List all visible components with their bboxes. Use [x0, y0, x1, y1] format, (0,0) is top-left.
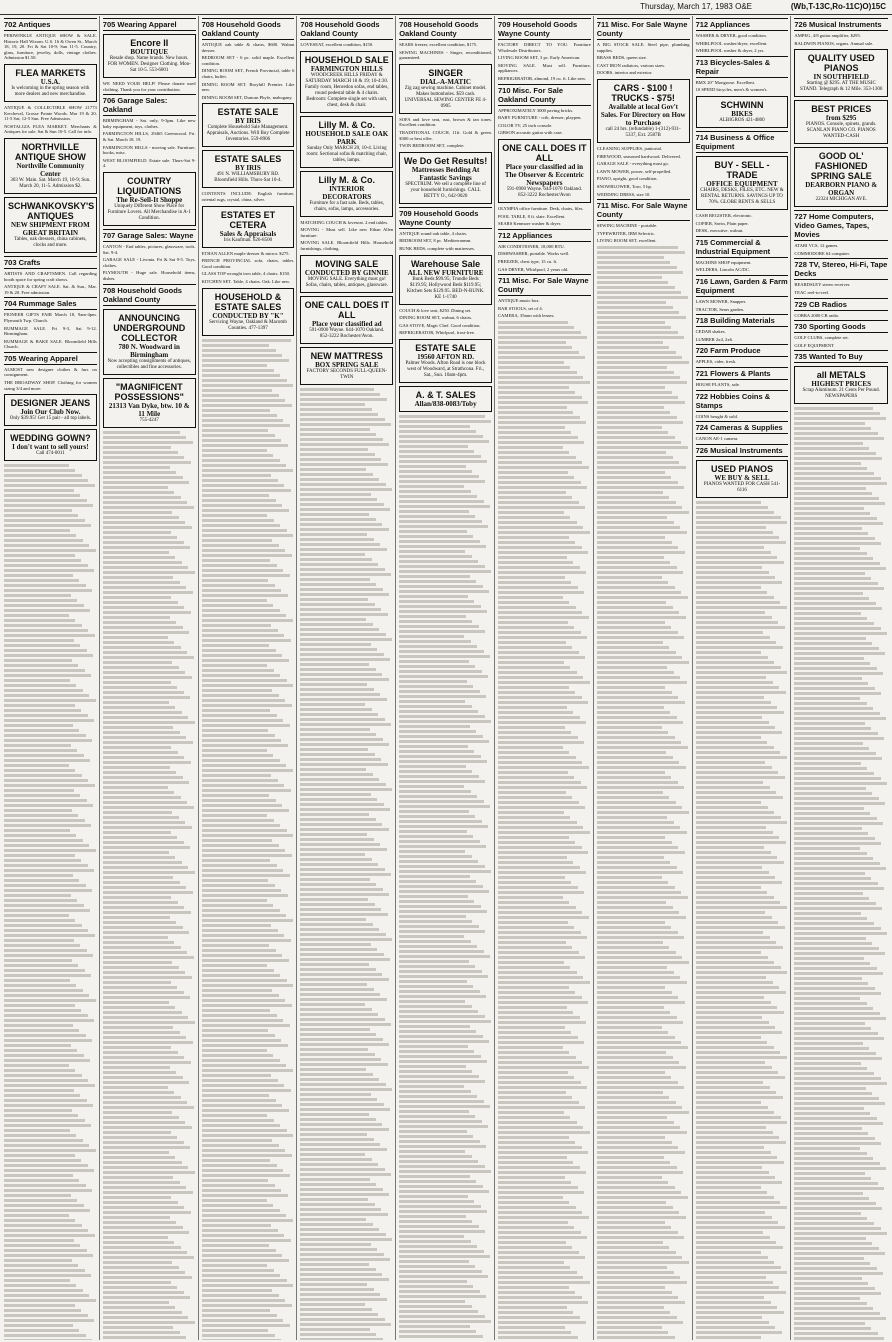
- classified-ad: FACTORY DIRECT TO YOU. Furniture Wholesale Distributors.: [497, 42, 591, 53]
- classified-ad: CLEANING SUPPLIES, janitorial.: [596, 145, 663, 151]
- display-ad-title: all METALS: [816, 370, 866, 381]
- display-ad-title: ESTATE SALES: [214, 154, 282, 165]
- fine-print-texture: [4, 464, 97, 1340]
- display-ad-subtitle: DEARBORN PIANO & ORGAN: [805, 181, 878, 198]
- display-ad-text: 22324 MICHIGAN AVE.: [815, 197, 867, 203]
- classified-ad: ANTIQUE & CRAFT SALE. Sat. & Sun., Mar. 19 & 20. Free admission.: [4, 284, 97, 295]
- section-heading: 711 Misc. For Sale Wayne County: [498, 274, 591, 296]
- display-ad: [4, 429, 97, 461]
- display-ad-text: SPECTRUM. We sell a complete line of your household furnishings. CALL BETTY O., 642-9020: [405, 181, 486, 199]
- classified-ad: KITCHEN SET. Table, 4 chairs. Oak. Like new.: [201, 278, 291, 284]
- display-ad-title: SINGER: [428, 67, 463, 78]
- section-heading: 720 Farm Produce: [696, 344, 789, 357]
- section-heading: 705 Wearing Apparel: [4, 352, 97, 365]
- display-ad: [202, 206, 295, 248]
- display-ad-title: We Do Get Results!: [403, 155, 488, 166]
- display-ad-title: ESTATE SALE: [217, 107, 279, 118]
- classified-ad: MOVING - Must sell. Like new Ethan Allen furniture.: [300, 227, 394, 238]
- classified-ad: WASHER & DRYER, good condition.: [695, 33, 767, 38]
- section-heading: 726 Musical Instruments: [794, 18, 888, 31]
- display-ad-subtitle: Place your classified ad: [311, 319, 382, 328]
- display-ad-title: FLEA MARKETS: [15, 67, 86, 78]
- classified-ad: AMPEG, 4/8 guitar amplifier, $295.: [794, 33, 861, 38]
- classified-ad: MATCHING COUCH & loveseat. 2 end tables.: [300, 219, 389, 225]
- display-ad: [103, 172, 196, 226]
- classified-ad: RUMMAGE SALE. Fri 9-3, Sat 9-12. Birmingham.: [4, 325, 97, 337]
- display-ad-subtitle: Mattresses Bedding At Fantastic Savings: [411, 165, 480, 182]
- display-ad-title: "MAGNIFICENT POSSESSIONS": [114, 381, 184, 402]
- display-ad-title: SCHWINN: [720, 99, 764, 110]
- classified-ad: GOLF CLUBS, complete set.: [794, 335, 849, 341]
- display-ad-subtitle: BOX SPRING SALE: [315, 360, 379, 369]
- classified-ad: CEDAR shakes.: [695, 329, 726, 335]
- display-ad-subtitle: DIAL-A-MATIC: [420, 77, 471, 86]
- display-ad: [300, 255, 393, 293]
- display-ad-text: FACTORY SECONDS FULL-QUEEN-TWIN: [306, 368, 388, 380]
- classified-ad: HOUSE PLANTS, sale.: [695, 381, 740, 387]
- display-ad: [300, 296, 393, 344]
- display-ad-title: BEST PRICES: [811, 104, 872, 115]
- display-ad: [597, 79, 690, 143]
- display-ad: [103, 378, 196, 428]
- section-heading: 714 Business & Office Equipment: [696, 131, 789, 153]
- classified-ad: DINING ROOM SET, French Provincial, table 6 chairs, buffet.: [201, 68, 295, 79]
- classified-ad: LIVING ROOM SET, 3 pc. Early American.: [497, 55, 581, 61]
- display-ad-text: Now accepting consignments of antiques, collectibles and fine accessories.: [107, 358, 191, 370]
- classified-ad: GARAGE SALE - Livonia. Fri & Sat 9-5. Toys, clothes.: [102, 257, 196, 268]
- display-ad-title: ANNOUNCING UNDERGROUND COLLECTOR: [113, 312, 186, 343]
- classified-ad: DINING ROOM SET, walnut, 6 chairs.: [399, 315, 473, 321]
- classified-ad: TRACTOR, Sears garden.: [695, 306, 744, 312]
- section-heading: 712 Appliances: [498, 229, 591, 242]
- display-ad-text: Bunk Beds $99.95; Trundle Beds $119.95; Hollywood Beds $119.95; Kitchen Sets $129.95. BED-N-BUNK. KE 1-1740: [406, 276, 485, 300]
- classified-ad: CANON AE-1 camera.: [695, 436, 739, 442]
- display-ad-subtitle: BOUTIQUE: [130, 48, 169, 56]
- classified-ad: CAST IRON radiators, various sizes.: [596, 62, 666, 68]
- classified-ad: BABY FURNITURE - crib, dresser, playpen.: [497, 115, 582, 121]
- classified-ad: SOFA and love seat, rust, brown & tan tones. Excellent condition.: [399, 116, 492, 128]
- classified-ad: APPLES, cider, fresh.: [695, 359, 737, 365]
- classified-ad: DISHWASHER, portable. Works well.: [497, 251, 570, 257]
- section-heading: 712 Appliances: [696, 18, 789, 31]
- classified-ad: REFRIGERATOR, almond, 19 cu. ft. Like new.: [497, 75, 587, 81]
- display-ad-title: ESTATE SALE: [415, 342, 476, 353]
- display-ad-text: Sunday Only MARCH 20, 10-4. Living room: Sectional sofas & matching chair, tables, lamps.: [306, 145, 388, 163]
- classified-ad: AIR CONDITIONER, 18,000 BTU.: [497, 243, 565, 249]
- display-ad-title: HOUSEHOLD & ESTATE SALES: [214, 291, 282, 312]
- classified-ad: GARAGE SALE - everything must go.: [596, 161, 669, 167]
- section-heading: 716 Lawn, Garden & Farm Equipment: [695, 276, 788, 295]
- display-ad-subtitle: Join Our Club Now.: [20, 408, 81, 417]
- display-ad-text: 755-4247: [139, 417, 159, 423]
- section-heading: 713 Bicycles-Sales & Repair: [696, 56, 789, 78]
- display-ad: [202, 288, 295, 336]
- classified-ad: FREEZER, chest type, 15 cu. ft.: [497, 258, 558, 264]
- classified-ad: WE NEED YOUR HELP! Please donate used clothing. Thank you for your contribution.: [102, 81, 196, 92]
- display-ad-subtitle: HOUSEHOLD SALE OAK PARK: [305, 129, 389, 146]
- classified-ad: POOL TABLE, 8 ft. slate. Excellent.: [497, 213, 566, 219]
- display-ad-title: Lilly M. & Co.: [318, 119, 376, 130]
- display-ad-subtitle: CONDUCTED BY GINNIE: [304, 268, 389, 277]
- display-ad-title: CARS - $100 ! TRUCKS - $75!: [611, 82, 675, 103]
- display-ad-subtitle: Sales & Appraisals: [219, 229, 277, 238]
- classified-ad: RUMMAGE & BAKE SALE. Bloomfield Hills Church.: [4, 338, 97, 350]
- display-ad-text: Is welcoming in the spring season with more dealers and new merchandise.: [11, 85, 90, 97]
- classified-ad: ARTISTS AND CRAFTSMEN. Call regarding booth space for spring craft shows.: [4, 270, 97, 282]
- display-ad: [399, 339, 492, 383]
- display-ad-text: Tables, oak dressers, china cabinets, clocks and more.: [14, 236, 87, 248]
- display-ad-title: SCHWANKOVSKY'S ANTIQUES: [8, 200, 95, 221]
- display-ad-subtitle: BY IRIS: [235, 117, 261, 126]
- display-ad-title: Lilly M. & Co.: [318, 174, 376, 185]
- display-ad: [202, 150, 295, 188]
- display-ad: [4, 197, 97, 253]
- display-ad-subtitle: Allan/838-0083/Toby: [414, 399, 477, 408]
- classified-ad: PIANO, upright, good condition.: [596, 176, 658, 182]
- display-ad-text: Call 474-0011: [36, 451, 65, 457]
- display-ad: [794, 366, 888, 404]
- classified-ad: GAS DRYER, Whirlpool, 2 years old.: [497, 266, 569, 272]
- classified-ad: ANTIQUE round oak table, 4 chairs.: [399, 230, 468, 236]
- fine-print-texture: [399, 415, 492, 1340]
- display-ad-title: BUY - SELL - TRADE: [714, 159, 770, 180]
- classified-ad: GOLF EQUIPMENT: [794, 342, 835, 348]
- classified-ad: ANTIQUE & COLLECTIBLE SHOW 21773 Kercheval, Grosse Pointe Woods. Mar 19 & 20, 11-5 Sat; 12-5 Sun. Free Admission.: [4, 104, 97, 122]
- display-ad-text: MOVING SALE. Everything must go! Sofas, chairs, tables, antiques, glassware.: [305, 276, 388, 288]
- display-ad: [794, 100, 888, 144]
- display-ad-text: Complete Household Sale Management. Appraisals, Auctions. Will Buy Complete Inventories. 559-8906: [206, 125, 290, 143]
- display-ad-text: 591-0900 Wayne. 644-1070 Oakland. 852-3222 Rochester/Avon.: [309, 327, 385, 339]
- display-ad-title: GOOD OL' FASHIONED SPRING SALE: [810, 151, 872, 182]
- classified-ad: WHIRLPOOL washer & dryer, 2 yrs.: [695, 48, 765, 54]
- section-heading: 729 CB Radios: [794, 298, 888, 311]
- display-ad-subtitle: NEW SHIPMENT FROM GREAT BRITAIN: [11, 220, 90, 237]
- display-ad-subtitle: Available at local Gov't Sales. For Directory on How to Purchase: [600, 102, 686, 127]
- display-ad-subtitle: U.S.A.: [40, 77, 61, 86]
- classified-ad: FARMINGTON HILLS - moving sale. Furniture, books, misc.: [102, 144, 196, 156]
- classified-ad: SNOWBLOWER, Toro, 5 hp.: [596, 183, 653, 189]
- classified-ad: ATARI VCS, 12 games.: [794, 243, 839, 249]
- classified-ad: SEARS freezer, excellent condition, $175.: [399, 42, 478, 47]
- classified-ad: COLOR TV, 25 inch console.: [497, 122, 553, 128]
- display-ad-subtitle: BIKES: [731, 109, 753, 118]
- section-heading: 718 Building Materials: [696, 314, 789, 327]
- classified-ad: COMMODORE 64 computer.: [794, 250, 850, 256]
- classified-ad: COUCH & love seat, $250. Dining set.: [399, 307, 472, 313]
- section-heading: 711 Misc. For Sale Wayne County: [597, 199, 690, 221]
- section-heading: 730 Sporting Goods: [794, 320, 888, 333]
- display-ad-title: Warehouse Sale: [410, 258, 481, 269]
- classified-ad: PERIWINKLE ANTIQUE SHOW & SALE. Historic Hall Wixom. U.S. 16 & Owen St., March 18, 19, 20. Fri & Sat 10-9; Sun 11-5. Country, glass, furniture, jewelry, dolls, vintage clothes. Admission $1.50.: [4, 33, 97, 61]
- display-ad-subtitle: BY IRIS: [235, 164, 261, 173]
- display-ad-subtitle: 780 N. Woodward in Birmingham: [118, 342, 180, 359]
- classified-ad: CAMERA, 35mm with lenses.: [497, 313, 555, 319]
- fine-print-texture: [498, 321, 591, 1340]
- section-heading: 735 Wanted To Buy: [794, 350, 888, 363]
- display-ad: [103, 309, 196, 375]
- section-heading: 715 Commercial & Industrial Equipment: [696, 236, 789, 258]
- classified-ad: WELDERS, Lincoln AC/DC.: [695, 267, 750, 273]
- classified-ad: TRADITIONAL COUCH, 11ft. Gold & green. $300 or best offer.: [399, 129, 492, 141]
- classified-ad: CONTENTS INCLUDE: English furniture, oriental rugs, crystal, china, silver.: [201, 191, 295, 202]
- section-heading: 722 Hobbies Coins & Stamps: [696, 390, 789, 412]
- display-ad: [399, 386, 492, 412]
- display-ad-text: Resale shop. Name brands. New hours. FOR WOMEN. Designer Clothing. Mon-Sat 10-5. 553-6001: [107, 56, 191, 73]
- fine-print-texture: [794, 407, 888, 1340]
- section-heading: 726 Musical Instruments: [696, 444, 789, 457]
- display-ad-title: ESTATES ET CETERA: [220, 209, 276, 230]
- display-ad-text: WOODCREEK HILLS FRIDAY & SATURDAY MARCH 18 & 19; 10-4:30. Family room, Henredon sofas, end tables, round pedestal table & 4 chairs. Bedroom: Complete single set with unit, chest, desk & chair.: [304, 72, 389, 108]
- classified-ad: OLYMPIA office furniture. Desk, chairs, files.: [497, 205, 584, 211]
- classified-ad: COPIER, Savin, Plain paper.: [695, 220, 749, 226]
- section-heading: 708 Household Goods Oakland County: [202, 18, 295, 40]
- display-ad-subtitle: CONDUCTED BY "K": [212, 311, 284, 320]
- display-ad-title: NEW MATTRESS: [310, 350, 383, 361]
- section-heading: 727 Home Computers, Video Games, Tapes, Movies: [794, 210, 888, 241]
- display-ad-text: Furniture for a fast sale. Beds, tables, chairs, sofas, lamps, accessories.: [309, 200, 385, 212]
- display-ad-subtitle: 21313 Van Dyke, btw. 10 & 11 Mile: [108, 401, 190, 418]
- classified-ad: LAWN MOWER, power, self-propelled.: [596, 168, 672, 174]
- classified-ad: FRENCH PROVINCIAL sofa, chairs, tables. Good condition.: [201, 258, 295, 269]
- classified-ad: BAR STOOLS, set of 4.: [497, 305, 543, 311]
- classified-ad: ETHAN ALLEN maple dresser & mirror. $275.: [201, 250, 290, 256]
- classified-ad: FIREWOOD, seasoned hardwood. Delivered.: [596, 153, 681, 159]
- classified-ad: BIRMINGHAM - Sat. only, 9-3pm. Like new baby equipment, toys, clothes.: [102, 118, 196, 129]
- classified-ad: BALDWIN PIANOS, organs. Annual sale.: [794, 40, 874, 46]
- fine-print-texture: [103, 431, 196, 1341]
- classified-ad: TYPEWRITER, IBM Selectric.: [596, 230, 656, 236]
- display-ad-subtitle: HIGHEST PRICES: [811, 380, 871, 389]
- classified-ad: APPROXIMATELY 3000 paving bricks.: [497, 107, 574, 113]
- classified-ad: ALMOST new designer clothes & furs on consignment.: [4, 366, 97, 378]
- classified-ad: CASH REGISTER, electronic.: [695, 212, 753, 218]
- display-ad-subtitle: INTERIOR DECORATORS: [322, 184, 372, 201]
- classified-column: [694, 16, 792, 1340]
- section-heading: 707 Garage Sales: Wayne: [103, 229, 196, 242]
- display-ad: [4, 64, 97, 102]
- display-ad: [696, 460, 789, 498]
- classified-ad: DINING ROOM SET. Broyhill Premier. Like new.: [201, 81, 295, 93]
- display-ad: [202, 103, 295, 147]
- display-ad-title: NORTHVILLE ANTIQUE SHOW: [14, 141, 86, 162]
- classified-column: [496, 16, 594, 1340]
- classified-ad: DOORS, interior and exterior.: [596, 70, 653, 76]
- classified-ad: PLYMOUTH - Huge sale. Household items, dishes.: [102, 270, 196, 281]
- fine-print-texture: [597, 246, 690, 1340]
- display-ad-subtitle: The Re-Sell-It Shoppe: [116, 195, 183, 204]
- masthead-code: (Wb,T-13C,Ro-11C)O)15C: [790, 2, 886, 11]
- display-ad-text: Palmer Woods. Afton Road is one block west of Woodward, at Strathcona. Fri., Sat., Sun. 10am-4pm.: [405, 360, 486, 378]
- classified-ad: BUNK BEDS, complete with mattresses.: [399, 245, 475, 251]
- display-ad-title: DESIGNER JEANS: [10, 398, 91, 409]
- display-ad-title: ONE CALL DOES IT ALL: [502, 142, 587, 163]
- classified-ad: SEWING MACHINES - Singer, reconditioned, guaranteed.: [399, 49, 492, 61]
- classified-ad: BEDROOM SET - 6 pc. solid maple. Excellent condition.: [201, 55, 295, 66]
- display-ad-subtitle: 19560 AFTON RD.: [417, 352, 475, 361]
- classified-column: [397, 16, 495, 1340]
- section-heading: 706 Garage Sales: Oakland: [103, 94, 196, 116]
- display-ad: [498, 139, 591, 203]
- classified-column: [792, 16, 890, 1340]
- display-ad-title: Encore II: [130, 38, 169, 48]
- display-ad: [300, 347, 393, 385]
- classified-ad: WHIRLPOOL washer/dryer, excellent.: [695, 40, 768, 46]
- display-ad-text: 491 N. WILLIAMSBURY RD. Bloomfield Hills. Thurs-Sat 10-4.: [214, 172, 282, 184]
- display-ad-title: ONE CALL DOES IT ALL: [304, 299, 389, 320]
- classified-ad: SEWING MACHINE - portable.: [596, 223, 658, 229]
- classified-ad: GLASS TOP wrought iron table, 4 chairs. $150.: [201, 271, 291, 277]
- classified-ad: LOVESEAT, excellent condition, $150.: [300, 42, 374, 47]
- classified-ad: TEAC reel-to-reel.: [794, 289, 830, 295]
- display-ad: [103, 34, 196, 78]
- display-ad-text: Only $39.95! Get 15 pair - all top labels.: [9, 416, 92, 422]
- classified-ad: 10 SPEED bicycles, men's & women's.: [695, 87, 768, 93]
- classified-ad: MOVING SALE. Bloomfield Hills. Household furnishings, clothing.: [300, 240, 394, 251]
- display-ad-text: Servicing Wayne, Oakland & Macomb Counties. 477-1397: [209, 319, 287, 331]
- display-ad: [300, 116, 393, 168]
- display-ad-subtitle: WE BUY & SELL: [714, 473, 770, 482]
- fine-print-texture: [696, 501, 789, 1340]
- display-ad: [4, 394, 97, 426]
- classified-ad: CANTON - End tables, pictures, glassware, tools. Sat. 9-4.: [102, 243, 196, 255]
- classified-ad: SEARS Kenmore washer & dryer.: [497, 221, 562, 227]
- classified-column: [2, 16, 100, 1340]
- display-ad-text: PIANOS. Console, spinets, grands. SCANLAN PIANO CO. PIANOS WANTED-CASH: [806, 122, 877, 140]
- classified-ad: FARMINGTON HILLS, 29465 Greenwood. Fri. & Sat. March 18, 19.: [102, 131, 196, 142]
- display-ad: [300, 171, 393, 217]
- section-heading: 708 Household Goods Oakland County: [399, 18, 492, 40]
- classified-ad: COINS bought & sold.: [695, 413, 738, 419]
- classified-ad: NOSTALGIA FLEA MARKET. Merchants & Antiques for sale. Sat & Sun 10-5. Call for info.: [4, 123, 97, 135]
- classified-column: [101, 16, 199, 1340]
- display-ad-title: USED PIANOS: [710, 463, 773, 474]
- display-ad-subtitle: ALL NEW FURNITURE: [407, 268, 484, 277]
- display-ad-subtitle: Place your classified ad in The Observer & Eccentric Newspapers: [504, 162, 584, 187]
- classified-ad: ANTIQUE music box.: [497, 298, 540, 304]
- classified-ad: WEST BLOOMFIELD. Estate sale. Thurs-Sat 9-4.: [102, 157, 196, 169]
- display-ad-title: WEDDING GOWN?: [10, 433, 91, 444]
- classified-ad: MACHINE SHOP equipment.: [695, 259, 752, 265]
- classified-ad: DINING ROOM SET, Duncan Phyfe, mahogany.: [201, 94, 293, 100]
- section-heading: 728 TV, Stereo, Hi-Fi, Tape Decks: [794, 260, 888, 279]
- display-ad-title: COUNTRY LIQUIDATIONS: [117, 175, 182, 196]
- classified-ad: PIONEER GIFTS FAIR March 18, 9am-4pm. Plymouth Twp. Church.: [4, 312, 97, 323]
- display-ad: [4, 138, 97, 194]
- section-heading: 705 Wearing Apparel: [103, 18, 196, 31]
- classified-ad: BMX 20" Mongoose. Excellent.: [695, 79, 755, 85]
- display-ad: [794, 49, 888, 97]
- classified-ad: BEDROOM SET, 8 pc. Mediterranean.: [399, 238, 472, 244]
- fine-print-texture: [300, 388, 393, 1340]
- display-ad: [399, 64, 492, 114]
- display-ad-text: CHAIRS, DESKS, FILES, ETC. NEW & RENTAL RETURNS. SAVINGS UP TO 70%. GLOBE RENTS & SELLS: [700, 187, 784, 205]
- fine-print-texture: [202, 339, 295, 1341]
- display-ad-subtitle: Northville Community Center: [16, 161, 85, 178]
- display-ad: [696, 156, 789, 210]
- classified-ad: A BIG STOCK SALE. Steel pipe, plumbing supplies.: [596, 42, 690, 53]
- display-ad-text: PIANOS WANTED FOR CASH 541-6116: [703, 481, 781, 493]
- display-ad-text: Uniquely Different Show Place for Furniture Lovers. All Merchandise in A-1 Condition.: [107, 203, 191, 221]
- classified-column: [200, 16, 298, 1340]
- display-ad-subtitle: from $295: [826, 114, 857, 123]
- display-ad-text: ALBIGROS 421-4800: [719, 117, 765, 123]
- display-ad-text: Zig zag sewing machine. Cabinet model. Makes buttonholes. $59 cash. UNIVERSAL SEWING CENTER FE 4-0905: [404, 85, 487, 109]
- display-ad-subtitle: IN SOUTHFIELD: [813, 73, 869, 82]
- classified-ad: BEARDSLEY stereo receiver.: [794, 282, 851, 288]
- display-ad-title: HOUSEHOLD SALE: [304, 54, 389, 65]
- display-ad: [794, 147, 888, 207]
- classified-ad: LAWN MOWER, Snapper.: [695, 298, 746, 304]
- classified-ad: LUMBER 2x4, 2x6.: [695, 336, 734, 342]
- classified-ad: BRASS BEDS, queen size.: [596, 55, 647, 61]
- display-ad: [399, 152, 492, 204]
- display-ad-title: MOVING SALE: [315, 258, 379, 269]
- display-ad-title: A. & T. SALES: [415, 389, 476, 400]
- section-heading: 708 Household Goods Oakland County: [103, 284, 196, 306]
- display-ad-text: 303 W. Main. Sat. March 19, 10-9; Sun. March 20, 11-5. Admission $2.: [10, 177, 91, 189]
- masthead: [0, 0, 892, 15]
- display-ad: [399, 255, 492, 305]
- display-ad-text: Iris Kaufman. 626-8500: [223, 237, 273, 243]
- classified-ad: THE BROADWAY SHOP. Clothing for women sizing 3/4 and more.: [4, 380, 97, 391]
- classified-ad: ANTIQUE oak table & chairs, $600. Walnut dresser.: [201, 42, 295, 53]
- classified-column: [298, 16, 396, 1340]
- classified-ad: DESK, executive, walnut.: [695, 228, 744, 234]
- classified-columns: [2, 16, 890, 1340]
- display-ad-text: Scrap Aluminum. 21 Cents Per Pound. NEWSPAPERS: [802, 388, 880, 400]
- display-ad-subtitle: I don't want to sell yours!: [12, 443, 89, 452]
- display-ad: [696, 96, 789, 128]
- classified-ad: COBRA 2000 CB radio.: [794, 312, 840, 318]
- classified-ad: MOVING SALE. Must sell. Furniture, appliances.: [497, 62, 591, 74]
- classified-ad: WEDDING DRESS, size 10.: [596, 191, 651, 197]
- section-heading: 703 Crafts: [4, 256, 97, 269]
- section-heading: 702 Antiques: [4, 18, 97, 31]
- section-heading: 724 Cameras & Supplies: [696, 421, 789, 434]
- classified-ad: REFRIGERATOR, Whirlpool, frost-free.: [399, 330, 475, 336]
- classified-ad: LIVING ROOM SET, excellent.: [596, 238, 657, 244]
- section-heading: 711 Misc. For Sale Wayne County: [597, 18, 690, 40]
- display-ad-text: 591-0900 Wayne. 644-1070 Oakland. 852-3222 Rochester/Avon: [506, 186, 582, 198]
- display-ad: [300, 51, 393, 113]
- display-ad-subtitle: OFFICE EQUIPMENT: [706, 179, 778, 188]
- display-ad-text: call 24 hrs. (refundable) 1-(312)-931-5337, Ext. 2587B: [605, 126, 681, 138]
- classified-column: [595, 16, 693, 1340]
- section-heading: 709 Household Goods Wayne County: [399, 207, 492, 229]
- classified-ad: TWIN BEDROOM SET, complete.: [399, 143, 465, 149]
- display-ad-title: QUALITY USED PIANOS: [807, 53, 875, 74]
- section-heading: 704 Rummage Sales: [4, 297, 97, 310]
- display-ad-text: Starting @ $295. AT THE MUSIC STAND. Telegraph & 12 Mile. 353-1300: [800, 81, 883, 93]
- classified-ad: GAS STOVE, Magic Chef. Good condition.: [399, 322, 481, 328]
- section-heading: 710 Misc. For Sale Oakland County: [498, 84, 591, 106]
- section-heading: 709 Household Goods Wayne County: [498, 18, 591, 40]
- classified-ad: GIBSON acoustic guitar with case.: [497, 130, 563, 136]
- section-heading: 721 Flowers & Plants: [696, 367, 789, 380]
- display-ad-subtitle: FARMINGTON HILLS: [310, 64, 383, 73]
- masthead-date: Thursday, March 17, 1983 O&E: [640, 2, 752, 11]
- section-heading: 708 Household Goods Oakland County: [300, 18, 393, 40]
